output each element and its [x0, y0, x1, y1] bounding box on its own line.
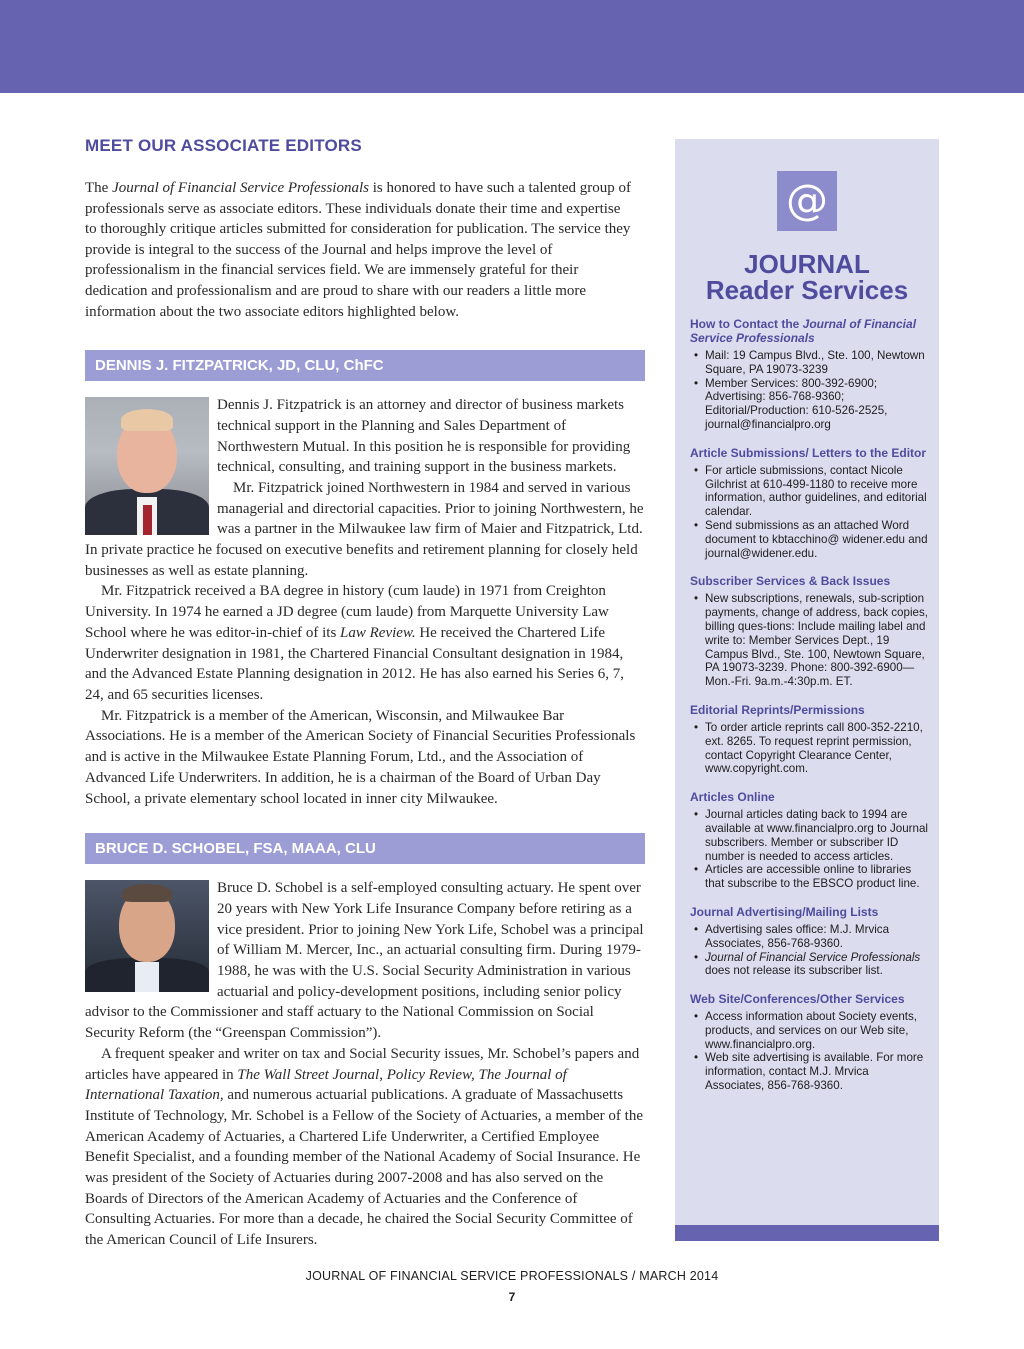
submissions-heading: Article Submissions/ Letters to the Editor: [690, 445, 927, 460]
editor2-name-bar: BRUCE D. SCHOBEL, FSA, MAAA, CLU: [85, 833, 645, 864]
header-band: [0, 0, 1024, 93]
web-heading: Web Site/Conferences/Other Services: [690, 992, 905, 1007]
reprints-heading: Editorial Reprints/Permissions: [690, 702, 865, 717]
sidebar-base-bar: [675, 1225, 939, 1241]
contact-heading: How to Contact the Journal of Financial Service Professionals: [690, 317, 917, 345]
list-item: • Send submissions as an attached Word document to kbtacchino@ widener.edu and journal@widener.edu.: [690, 519, 928, 560]
subscriber-heading: Subscriber Services & Back Issues: [690, 574, 891, 589]
list-item: • Mail: 19 Campus Blvd., Ste. 100, Newtown Square, PA 19073-3239: [690, 349, 928, 377]
editor1-bio-p2: Mr. Fitzpatrick joined Northwestern in 1984 and served in various managerial and directorial capacities. Prior to joining Northwestern, he was a partner in the Milwaukee law firm of Maier and Fitzpatrick, Ltd. In private practice he focused on executive benefits and retirement planning for closely held businesses as well as estate planning.: [85, 479, 644, 579]
editor1-photo: [85, 397, 209, 535]
advertising-list: [690, 923, 928, 978]
reprints-list: [690, 721, 928, 776]
sidebar-title-journal: JOURNAL: [744, 249, 870, 279]
list-item: • Journal articles dating back to 1994 are available at www.financialpro.org to Journal subscribers. Member or subscriber ID number is needed to access articles.: [690, 808, 928, 863]
submissions-list: [690, 464, 928, 561]
online-list: [690, 808, 928, 891]
list-item: • For article submissions, contact Nicole Gilchrist at 610-499-1180 to receive more information, author guidelines, and editorial calendar.: [690, 464, 928, 519]
page-number: 7: [508, 1290, 516, 1304]
editor1-bio-p1: Dennis J. Fitzpatrick is an attorney and director of business markets technical support in the Planning and Sales Department of Northwestern Mutual. In this position he is responsible for providing technical, consulting, and training support in the business markets.: [217, 397, 631, 476]
reader-services-sidebar: [675, 139, 939, 1225]
list-item: • To order article reprints call 800-352-2210, ext. 8265. To request reprint permission, contact Copyright Clearance Center, www.copyright.com.: [690, 721, 928, 776]
main-column: [85, 130, 645, 1251]
intro-after: is honored to have such a talented group of professionals serve as associate editors. These individuals donate their time and expertise to thoroughly critique articles submitted for consideration for publication. The service they provide is integral to the success of the Journal and helps improve the level of professionalism in the financial services field. We are immensely grateful for their dedication and professionalism and are proud to share with our readers a little more information about the two associate editors highlighted below.: [85, 180, 631, 320]
list-item: • New subscriptions, renewals, sub-scription payments, change of address, back copies, billing ques-tions: Include mailing label and write to: Member Services Dept., 19 Campus Blvd., Ste. 100, Newtown Square, PA 19073-3239. Phone: 800-392-6900—Mon.-Fri. 9a.m.-4:30p.m. ET.: [690, 592, 928, 689]
intro-journal-name: Journal of Financial Service Professionals: [112, 180, 369, 196]
editor2-bio: [85, 878, 645, 1251]
intro-paragraph: [85, 178, 645, 322]
editor2-bio-p2: A frequent speaker and writer on tax and Social Security issues, Mr. Schobel’s papers and articles have appeared in The Wall Street Journal, Policy Review, The Journal of International Taxation, and numerous actuarial publications. A graduate of Massachusetts Institute of Technology, Mr. Schobel is a Fellow of the Society of Actuaries, a member of the American Academy of Actuaries, a Chartered Life Underwriter, a Certified Employee Benefit Specialist, and a founding member of the National Academy of Social Insurance. He was president of the Society of Actuaries during 2007-2008 and has also served on the Boards of Directors of the American Academy of Actuaries and the Conference of Consulting Actuaries. For more than a decade, he chaired the Social Security Committee of the American Council of Life Insurers.: [85, 1045, 643, 1249]
editor1-name-bar: DENNIS J. FITZPATRICK, JD, CLU, ChFC: [85, 350, 645, 381]
online-heading: Articles Online: [690, 790, 775, 805]
list-item: • Access information about Society events, products, and services on our Web site, www.financialpro.org.: [690, 1010, 928, 1051]
subscriber-list: [690, 592, 928, 689]
list-item: • Member Services: 800-392-6900; Advertising: 856-768-9360; Editorial/Production: 610-526-2525, journal@financialpro.org: [690, 377, 928, 432]
contact-list: [690, 349, 928, 432]
list-item: • Articles are accessible online to libraries that subscribe to the EBSCO product line.: [690, 863, 928, 891]
editor1-bio-p4: Mr. Fitzpatrick is a member of the American, Wisconsin, and Milwaukee Bar Associations. He is a member of the American Society of Financial Securities Professionals and is active in the Milwaukee Estate Planning Forum, Ltd., and the Association of Advanced Life Underwriters. In addition, he is a chairman of the Board of Urban Day School, a private elementary school located in inner city Milwaukee.: [85, 707, 636, 807]
list-item: • Advertising sales office: M.J. Mrvica Associates, 856-768-9360.: [690, 923, 928, 951]
editor1-bio-p3: Mr. Fitzpatrick received a BA degree in history (cum laude) in 1971 from Creighton University. In 1974 he earned a JD degree (cum laude) from Marquette University Law School where he was editor-in-chief of its Law Review. He received the Chartered Life Underwriter designation in 1981, the Chartered Financial Consultant designation in 1984, and the Advanced Estate Planning designation in 2012. He has also earned his Series 6, 7, 24, and 65 securities licenses.: [85, 583, 625, 703]
at-sign-icon: @: [777, 171, 837, 231]
sidebar-body: [690, 317, 928, 1107]
editor2-photo: [85, 880, 209, 992]
editor1-bio: [85, 395, 645, 809]
sidebar-title-reader-services: Reader Services: [705, 275, 909, 305]
section-title: MEET OUR ASSOCIATE EDITORS: [85, 136, 362, 155]
list-item: • Journal of Financial Service Professionals does not release its subscriber list.: [690, 951, 928, 979]
intro-before: The: [85, 180, 113, 196]
advertising-heading: Journal Advertising/Mailing Lists: [690, 904, 879, 919]
list-item: • Web site advertising is available. For more information, contact M.J. Mrvica Associates, 856-768-9360.: [690, 1051, 928, 1092]
web-list: [690, 1010, 928, 1093]
editor2-bio-p1: Bruce D. Schobel is a self-employed consulting actuary. He spent over 20 years with New York Life Insurance Company before retiring as a vice president. Prior to joining New York Life, Schobel was a principal of William M. Mercer, Inc., an actuarial consulting firm. During 1979-1988, he was with the U.S. Social Security Administration in various actuarial and policy-development positions, including senior policy advisor to the Commissioner and staff actuary to the National Commission on Social Security Reform (the “Greenspan Commission”).: [85, 880, 644, 1042]
footer-publication-line: JOURNAL OF FINANCIAL SERVICE PROFESSIONALS / MARCH 2014: [305, 1269, 719, 1283]
